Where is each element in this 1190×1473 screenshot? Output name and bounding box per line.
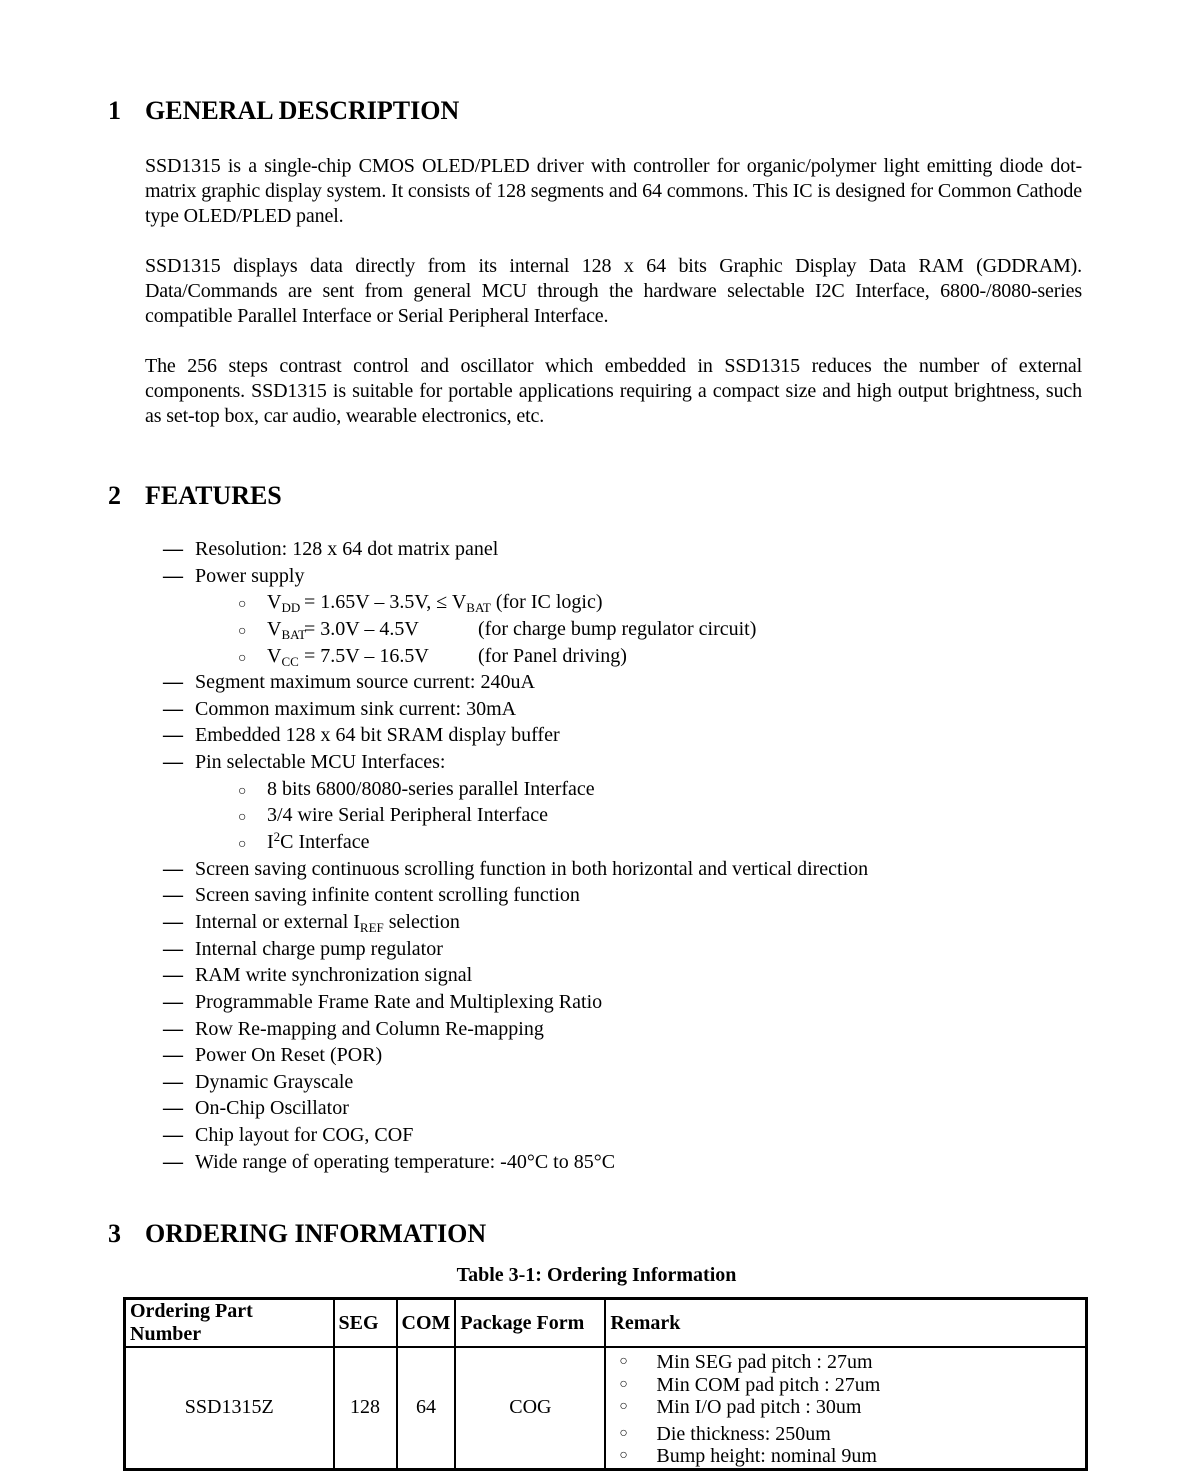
section-1-heading xyxy=(108,98,459,124)
dash-bullet: — xyxy=(163,1150,183,1173)
feature-item xyxy=(163,696,1093,723)
feature-item xyxy=(163,1069,1093,1096)
paragraph-general-3: The 256 steps contrast control and oscillator which embedded in SSD1315 reduces the number of external components. SSD1315 is suitable for portable applications requiring a compact size and high output brightness, such as set-top box, car audio, wearable electronics, etc. xyxy=(145,355,1082,427)
circle-bullet: ○ xyxy=(619,1448,628,1463)
col-header-com: COM xyxy=(397,1299,456,1348)
voltage-label: $V_{BAT}$ xyxy=(267,617,307,642)
remark-item xyxy=(606,1445,1085,1468)
feature-text: = 3.0V – 4.5V xyxy=(304,617,419,640)
circle-bullet: ○ xyxy=(238,810,247,826)
feature-item xyxy=(163,936,1093,963)
feature-text: Power On Reset (POR) xyxy=(195,1044,383,1067)
section-3-heading xyxy=(108,1221,486,1247)
feature-item xyxy=(163,616,1093,643)
feature-item xyxy=(163,856,1093,883)
feature-text: Screen saving infinite content scrolling function xyxy=(195,884,580,907)
feature-text: Resolution: 128 x 64 dot matrix panel xyxy=(195,538,499,560)
feature-item xyxy=(163,669,1093,696)
dash-bullet: — xyxy=(163,1017,183,1040)
feature-text: Internal charge pump regulator xyxy=(195,937,443,960)
circle-bullet: ○ xyxy=(238,623,247,639)
circle-bullet: ○ xyxy=(619,1399,628,1414)
feature-text: = 1.65V – 3.5V, ≤ $V_{BAT}$ (for IC logic) xyxy=(304,591,603,616)
feature-text: Programmable Frame Rate and Multiplexing Ratio xyxy=(195,990,603,1013)
col-header-seg: SEG xyxy=(334,1299,397,1348)
feature-text: Internal or external $I_{REF}$ selection xyxy=(195,910,460,935)
feature-item xyxy=(163,802,1093,829)
feature-text: Screen saving continuous scrolling function in both horizontal and vertical direction xyxy=(195,857,869,880)
ordering-table xyxy=(123,1297,1088,1471)
dash-bullet: — xyxy=(163,964,183,987)
section-2-heading xyxy=(108,483,282,509)
dash-bullet: — xyxy=(163,937,183,960)
remark-text: Min SEG pad pitch : 27um xyxy=(656,1351,873,1373)
feature-text: Embedded 128 x 64 bit SRAM display buffer xyxy=(195,724,560,747)
dash-bullet: — xyxy=(163,751,183,774)
feature-text: RAM write synchronization signal xyxy=(195,964,473,987)
remark-item xyxy=(606,1374,1085,1397)
paragraph-general-1: SSD1315 is a single-chip CMOS OLED/PLED driver with controller for organic/polymer light emitting diode dot-matrix graphic display system. It consists of 128 segments and 64 commons. This IC is designed for Common Cathode type OLED/PLED panel. xyxy=(145,155,1082,227)
section-title: GENERAL DESCRIPTION xyxy=(145,96,460,125)
feature-item xyxy=(163,989,1093,1016)
remark-item xyxy=(606,1396,1085,1419)
dash-bullet: — xyxy=(163,1044,183,1067)
feature-text: Wide range of operating temperature: -40°C to 85°C xyxy=(195,1150,616,1173)
feature-text: On-Chip Oscillator xyxy=(195,1097,349,1120)
table-header-row xyxy=(125,1299,1087,1348)
col-header-remark: Remark xyxy=(605,1299,1086,1348)
table-caption: Table 3-1: Ordering Information xyxy=(456,1264,737,1286)
dash-bullet: — xyxy=(163,564,183,587)
feature-item xyxy=(163,909,1093,936)
feature-note: (for Panel driving) xyxy=(478,644,627,667)
cell-part-number: SSD1315Z xyxy=(125,1347,334,1469)
feature-item xyxy=(163,962,1093,989)
circle-bullet: ○ xyxy=(238,837,247,853)
cell-package-form: COG xyxy=(455,1347,605,1469)
circle-bullet: ○ xyxy=(238,597,247,613)
section-number: 2 xyxy=(108,481,121,510)
cell-remark xyxy=(605,1347,1086,1469)
feature-text: = 7.5V – 16.5V xyxy=(304,644,429,667)
remark-item xyxy=(606,1423,1085,1446)
feature-item xyxy=(163,1122,1093,1149)
dash-bullet: — xyxy=(163,1124,183,1147)
feature-text: Pin selectable MCU Interfaces: xyxy=(195,751,446,774)
dash-bullet: — xyxy=(163,671,183,694)
remark-text: Min COM pad pitch : 27um xyxy=(656,1373,881,1396)
remark-text: Die thickness: 250um xyxy=(656,1422,831,1445)
feature-item xyxy=(163,749,1093,776)
feature-text: $I^2C$ Interface xyxy=(267,829,370,854)
section-number: 3 xyxy=(108,1219,121,1248)
feature-item xyxy=(163,643,1093,670)
col-header-package-form: Package Form xyxy=(455,1299,605,1348)
feature-item xyxy=(163,589,1093,616)
remark-list xyxy=(606,1351,1085,1468)
feature-text: Row Re-mapping and Column Re-mapping xyxy=(195,1017,544,1040)
feature-item xyxy=(163,829,1093,856)
feature-text: 3/4 wire Serial Peripheral Interface xyxy=(267,804,548,827)
col-header-ordering-part-number: Ordering Part Number xyxy=(125,1299,334,1348)
features-list xyxy=(163,536,1093,1175)
feature-text: 8 bits 6800/8080-series parallel Interface xyxy=(267,777,595,800)
feature-item xyxy=(163,722,1093,749)
voltage-label: $V_{CC}$ xyxy=(267,644,299,669)
feature-item xyxy=(163,776,1093,803)
feature-item xyxy=(163,563,1093,590)
cell-com: 64 xyxy=(397,1347,456,1469)
feature-text: Dynamic Grayscale xyxy=(195,1070,354,1093)
dash-bullet: — xyxy=(163,538,183,560)
voltage-label: $V_{DD}$ xyxy=(267,591,301,616)
feature-item xyxy=(163,1016,1093,1043)
dash-bullet: — xyxy=(163,857,183,880)
dash-bullet: — xyxy=(163,1070,183,1093)
circle-bullet: ○ xyxy=(238,783,247,799)
remark-text: Min I/O pad pitch : 30um xyxy=(656,1396,862,1418)
dash-bullet: — xyxy=(163,990,183,1013)
dash-bullet: — xyxy=(163,1097,183,1120)
feature-item xyxy=(163,1095,1093,1122)
remark-item xyxy=(606,1351,1085,1374)
remark-text: Bump height: nominal 9um xyxy=(656,1445,877,1467)
feature-text: Chip layout for COG, COF xyxy=(195,1124,414,1147)
dash-bullet: — xyxy=(163,910,183,933)
circle-bullet: ○ xyxy=(619,1376,628,1392)
feature-item xyxy=(163,882,1093,909)
feature-text: Power supply xyxy=(195,564,305,587)
feature-item xyxy=(163,536,1093,563)
feature-item xyxy=(163,1149,1093,1176)
feature-note: (for charge bump regulator circuit) xyxy=(478,617,757,640)
feature-item xyxy=(163,1042,1093,1069)
circle-bullet: ○ xyxy=(619,1425,628,1441)
feature-text: Segment maximum source current: 240uA xyxy=(195,671,535,694)
section-number: 1 xyxy=(108,96,121,125)
section-title: ORDERING INFORMATION xyxy=(145,1219,487,1248)
section-title: FEATURES xyxy=(145,481,282,510)
circle-bullet: ○ xyxy=(238,650,247,666)
dash-bullet: — xyxy=(163,884,183,907)
dash-bullet: — xyxy=(163,724,183,747)
circle-bullet: ○ xyxy=(619,1354,628,1369)
paragraph-general-2: SSD1315 displays data directly from its internal 128 x 64 bits Graphic Display Data RAM (GDDRAM). Data/Commands are sent from general MCU through the hardware selectable I2C Interface, 6800-/8080-series compatible Parallel Interface or Serial Peripheral Interface. xyxy=(145,255,1082,327)
dash-bullet: — xyxy=(163,697,183,720)
cell-seg: 128 xyxy=(334,1347,397,1469)
table-row xyxy=(125,1347,1087,1469)
feature-text: Common maximum sink current: 30mA xyxy=(195,697,517,720)
